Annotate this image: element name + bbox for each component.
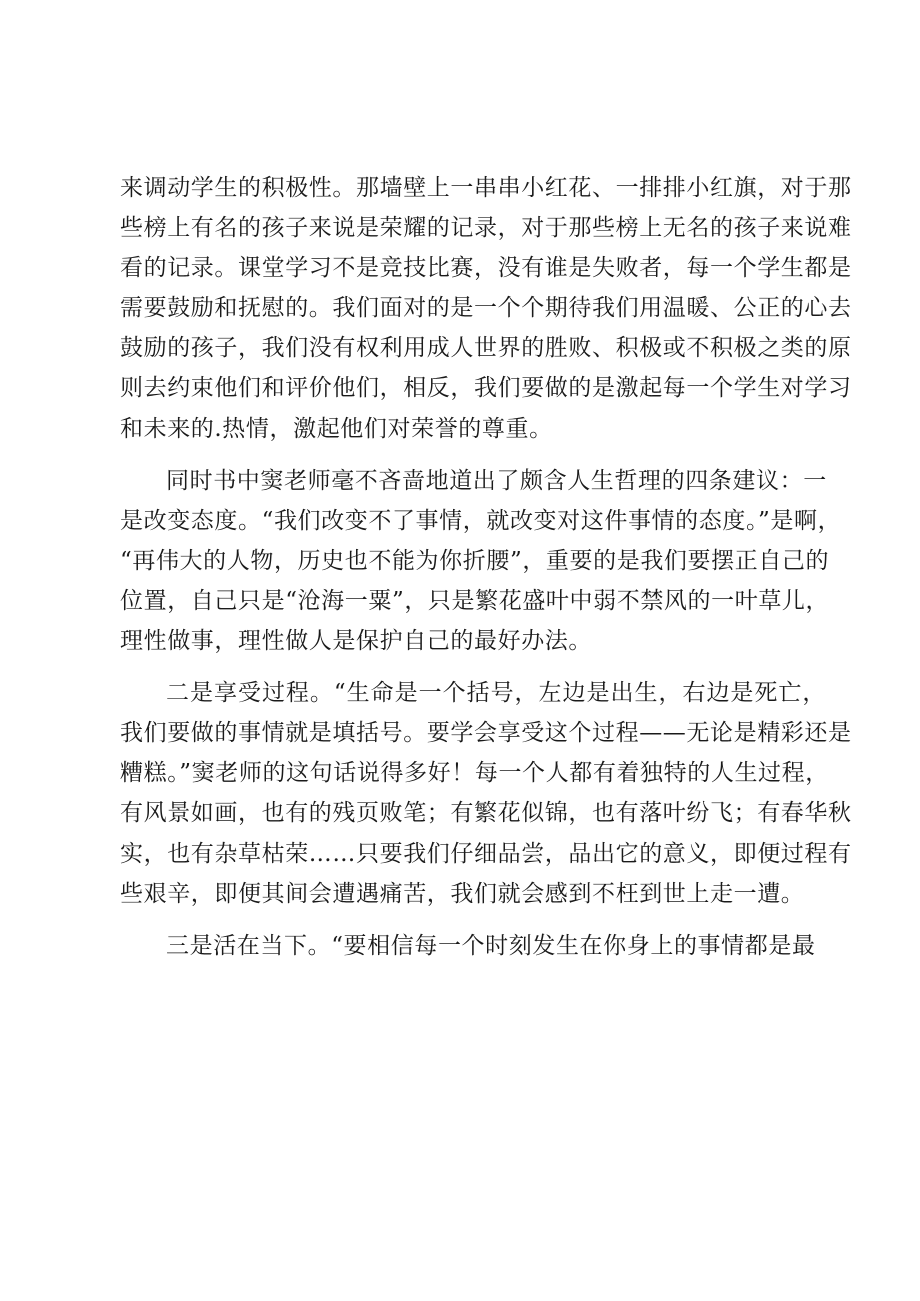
text-line: 则去约束他们和评价他们，相反，我们要做的是激起每一个学生对学习 xyxy=(120,375,852,402)
paragraph xyxy=(120,673,852,914)
text-line: 我们要做的事情就是填括号。要学会享受这个过程——无论是精彩还是 xyxy=(120,720,852,747)
body-text xyxy=(120,168,852,966)
text-line: 三是活在当下。“要相信每一个时刻发生在你身上的事情都是最 xyxy=(166,932,816,959)
text-line: 二是享受过程。“生命是一个括号，左边是出生，右边是死亡， xyxy=(166,680,826,707)
paragraph xyxy=(120,168,852,449)
paragraph-gap xyxy=(120,914,826,926)
paragraph xyxy=(120,926,826,966)
text-line: 鼓励的孩子，我们没有权利用成人世界的胜败、积极或不积极之类的原 xyxy=(120,335,852,362)
text-line: 同时书中窦老师毫不吝啬地道出了颇含人生哲理的四条建议：一 xyxy=(166,467,827,494)
text-line: 看的记录。课堂学习不是竞技比赛，没有谁是失败者，每一个学生都是 xyxy=(120,255,852,282)
text-line: “再伟大的人物，历史也不能为你折腰”，重要的是我们要摆正自己的 xyxy=(120,547,830,574)
text-line: 些艰辛，即便其间会遭遇痛苦，我们就会感到不枉到世上走一遭。 xyxy=(120,880,805,907)
text-line: 和未来的.热情，激起他们对荣誉的尊重。 xyxy=(120,415,553,442)
text-line: 糟糕。”窦老师的这句话说得多好！每一个人都有着独特的人生过程， xyxy=(120,760,829,787)
text-line: 位置，自己只是“沧海一粟”，只是繁花盛叶中弱不禁风的一叶草儿， xyxy=(120,587,830,614)
text-line: 来调动学生的积极性。那墙壁上一串串小红花、一排排小红旗，对于那 xyxy=(120,175,852,201)
text-line: 有风景如画，也有的残页败笔；有繁花似锦，也有落叶纷飞；有春华秋 xyxy=(120,800,852,827)
paragraph-gap xyxy=(120,449,826,461)
paragraph-gap xyxy=(120,661,826,673)
text-line: 需要鼓励和抚慰的。我们面对的是一个个期待我们用温暖、公正的心去 xyxy=(120,295,852,322)
paragraph xyxy=(120,461,842,661)
text-line: 是改变态度。“我们改变不了事情，就改变对这件事情的态度。”是啊， xyxy=(120,507,842,534)
text-line: 些榜上有名的孩子来说是荣耀的记录，对于那些榜上无名的孩子来说难 xyxy=(120,215,852,242)
text-line: 实，也有杂草枯荣……只要我们仔细品尝，品出它的意义，即便过程有 xyxy=(120,840,852,867)
text-line: 理性做事，理性做人是保护自己的最好办法。 xyxy=(120,628,592,655)
